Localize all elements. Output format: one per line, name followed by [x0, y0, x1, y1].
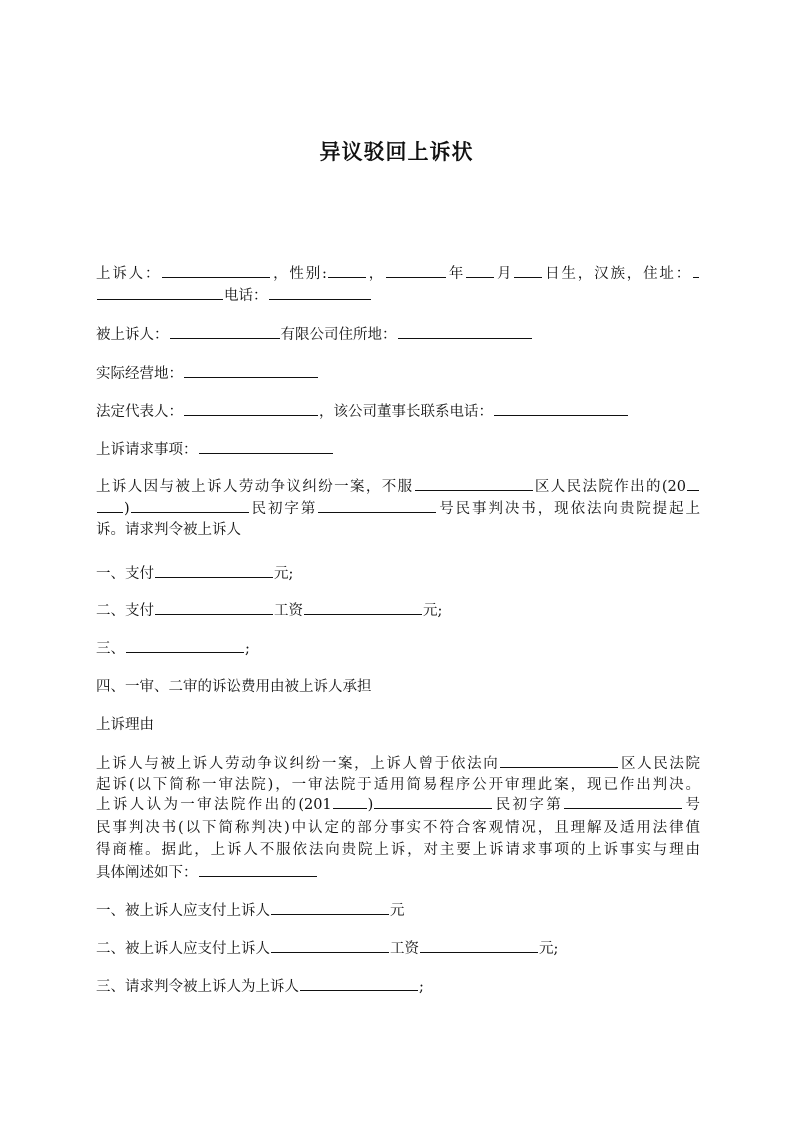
fact-1-line [96, 899, 700, 921]
fact-2-period-blank[interactable] [271, 937, 389, 953]
fact-1-prefix: 一、被上诉人应支付上诉人 [96, 903, 270, 919]
fact-3-prefix: 三、请求判令被上诉人为上诉人 [96, 979, 299, 995]
item-1-line [96, 562, 700, 584]
appellant-line [96, 262, 700, 284]
para2-text-3b: ) [367, 797, 374, 813]
para2-line-5 [96, 839, 700, 861]
phone-label: 电话： [224, 288, 268, 304]
para2-line-3 [96, 793, 700, 815]
para2-text-5: 得商榷。据此，上诉人不服依法向贵院上诉，对主要上诉请求事项的上诉事实与理由 [96, 842, 700, 858]
reasons-heading-text: 上诉理由 [96, 717, 154, 733]
fact-3-suffix: ; [419, 979, 424, 995]
fact-2-mid: 工资 [390, 941, 419, 957]
fact-2-line [96, 937, 700, 959]
para1-text-c: ) [124, 501, 130, 517]
request-label: 上诉请求事项： [96, 442, 198, 458]
para1-text-d: 民初字第 [249, 501, 318, 517]
legal-rep-line [96, 400, 700, 422]
birth-day-blank[interactable] [514, 262, 542, 278]
month-label: 月 [495, 266, 514, 282]
address-blank[interactable] [97, 284, 223, 300]
item-2-suffix: 元; [423, 603, 443, 619]
case-year-blank[interactable] [97, 497, 123, 513]
company-address-label: 有限公司住所地： [280, 327, 397, 343]
court-code-blank[interactable] [131, 497, 249, 513]
para1-line-2 [96, 497, 700, 519]
birth-year-blank[interactable] [386, 262, 446, 278]
gender-label: ，性别: [271, 266, 327, 282]
chairman-phone-label: ，该公司董事长联系电话： [319, 404, 493, 420]
appellant-line-2 [96, 284, 700, 306]
fact-3-line [96, 975, 700, 997]
appellant-label: 上诉人： [96, 266, 162, 282]
item-2-line [96, 599, 700, 621]
fact-1-amount-blank[interactable] [271, 899, 389, 915]
para2-text-3c: 民初字第 [493, 797, 564, 813]
document-title: 异议驳回上诉状 [319, 140, 474, 164]
item-2-mid: 工资 [274, 603, 303, 619]
address-blank-start[interactable] [693, 262, 699, 278]
day-ethnicity-address-label: 日生，汉族，住址： [543, 266, 693, 282]
item-1-suffix: 元; [274, 566, 294, 582]
appellee-line [96, 323, 700, 345]
appellee-name-blank[interactable] [170, 323, 280, 339]
company-address-blank[interactable] [398, 323, 532, 339]
item-2-period-blank[interactable] [155, 599, 273, 615]
para2-text-2: 起诉(以下简称一审法院)，一审法院于适用简易程序公开审理此案，现已作出判决。 [96, 777, 700, 793]
para2-line-4 [96, 817, 700, 839]
para1-line-1 [96, 475, 700, 497]
para2-text-1a: 上诉人与被上诉人劳动争议纠纷一案，上诉人曾于依法向 [96, 756, 500, 772]
para1-line-3 [96, 519, 700, 541]
para1-text-f: 诉。请求判令被上诉人 [96, 522, 241, 538]
appellee-label: 被上诉人： [96, 327, 169, 343]
fact-3-blank[interactable] [300, 975, 418, 991]
legal-rep-blank[interactable] [184, 400, 318, 416]
judgment-year-blank[interactable] [333, 793, 367, 809]
para2-text-3a: 上诉人认为一审法院作出的(201 [96, 797, 332, 813]
judgment-number-blank[interactable] [564, 793, 682, 809]
para2-line-6 [96, 861, 700, 883]
fact-2-suffix: 元; [539, 941, 559, 957]
chairman-phone-blank[interactable] [494, 400, 628, 416]
item-4-line [96, 676, 700, 698]
appellant-name-blank[interactable] [162, 262, 270, 278]
district-court-blank[interactable] [415, 475, 533, 491]
fact-2-prefix: 二、被上诉人应支付上诉人 [96, 941, 270, 957]
actual-place-blank[interactable] [184, 362, 318, 378]
comma-separator: ， [366, 266, 386, 282]
item-3-prefix: 三、 [96, 641, 125, 657]
item-3-blank[interactable] [126, 637, 244, 653]
para2-text-6: 具体阐述如下： [96, 865, 198, 881]
item-2-amount-blank[interactable] [304, 599, 422, 615]
fact-1-suffix: 元 [390, 903, 405, 919]
para1-text-a: 上诉人因与被上诉人劳动争议纠纷一案，不服 [96, 479, 414, 495]
birth-month-blank[interactable] [466, 262, 494, 278]
reasons-heading [96, 714, 700, 736]
item-4-text: 四、一审、二审的诉讼费用由被上诉人承担 [96, 679, 372, 695]
para2-text-1b: 区人民法院 [619, 756, 701, 772]
request-line [96, 438, 700, 460]
item-1-amount-blank[interactable] [155, 562, 273, 578]
phone-blank[interactable] [269, 284, 371, 300]
para2-text-3d: 号 [683, 797, 701, 813]
actual-place-label: 实际经营地： [96, 366, 183, 382]
item-3-line [96, 637, 700, 659]
judgment-code-blank[interactable] [374, 793, 492, 809]
legal-rep-label: 法定代表人： [96, 404, 183, 420]
actual-place-line [96, 362, 700, 384]
details-blank[interactable] [199, 861, 317, 877]
request-blank[interactable] [199, 438, 333, 454]
case-number-blank[interactable] [318, 497, 436, 513]
item-3-suffix: ; [245, 641, 250, 657]
fact-2-amount-blank[interactable] [420, 937, 538, 953]
case-year-blank-start[interactable] [687, 475, 699, 491]
item-1-prefix: 一、支付 [96, 566, 154, 582]
year-label: 年 [447, 266, 466, 282]
gender-blank[interactable] [328, 262, 366, 278]
item-2-prefix: 二、支付 [96, 603, 154, 619]
first-instance-court-blank[interactable] [500, 752, 618, 768]
para2-text-4: 民事判决书(以下简称判决)中认定的部分事实不符合客观情况，且理解及适用法律值 [96, 820, 700, 836]
para1-text-b: 区人民法院作出的(20 [533, 479, 687, 495]
para2-line-1 [96, 752, 700, 774]
para1-text-e: 号民事判决书，现依法向贵院提起上 [437, 501, 701, 517]
